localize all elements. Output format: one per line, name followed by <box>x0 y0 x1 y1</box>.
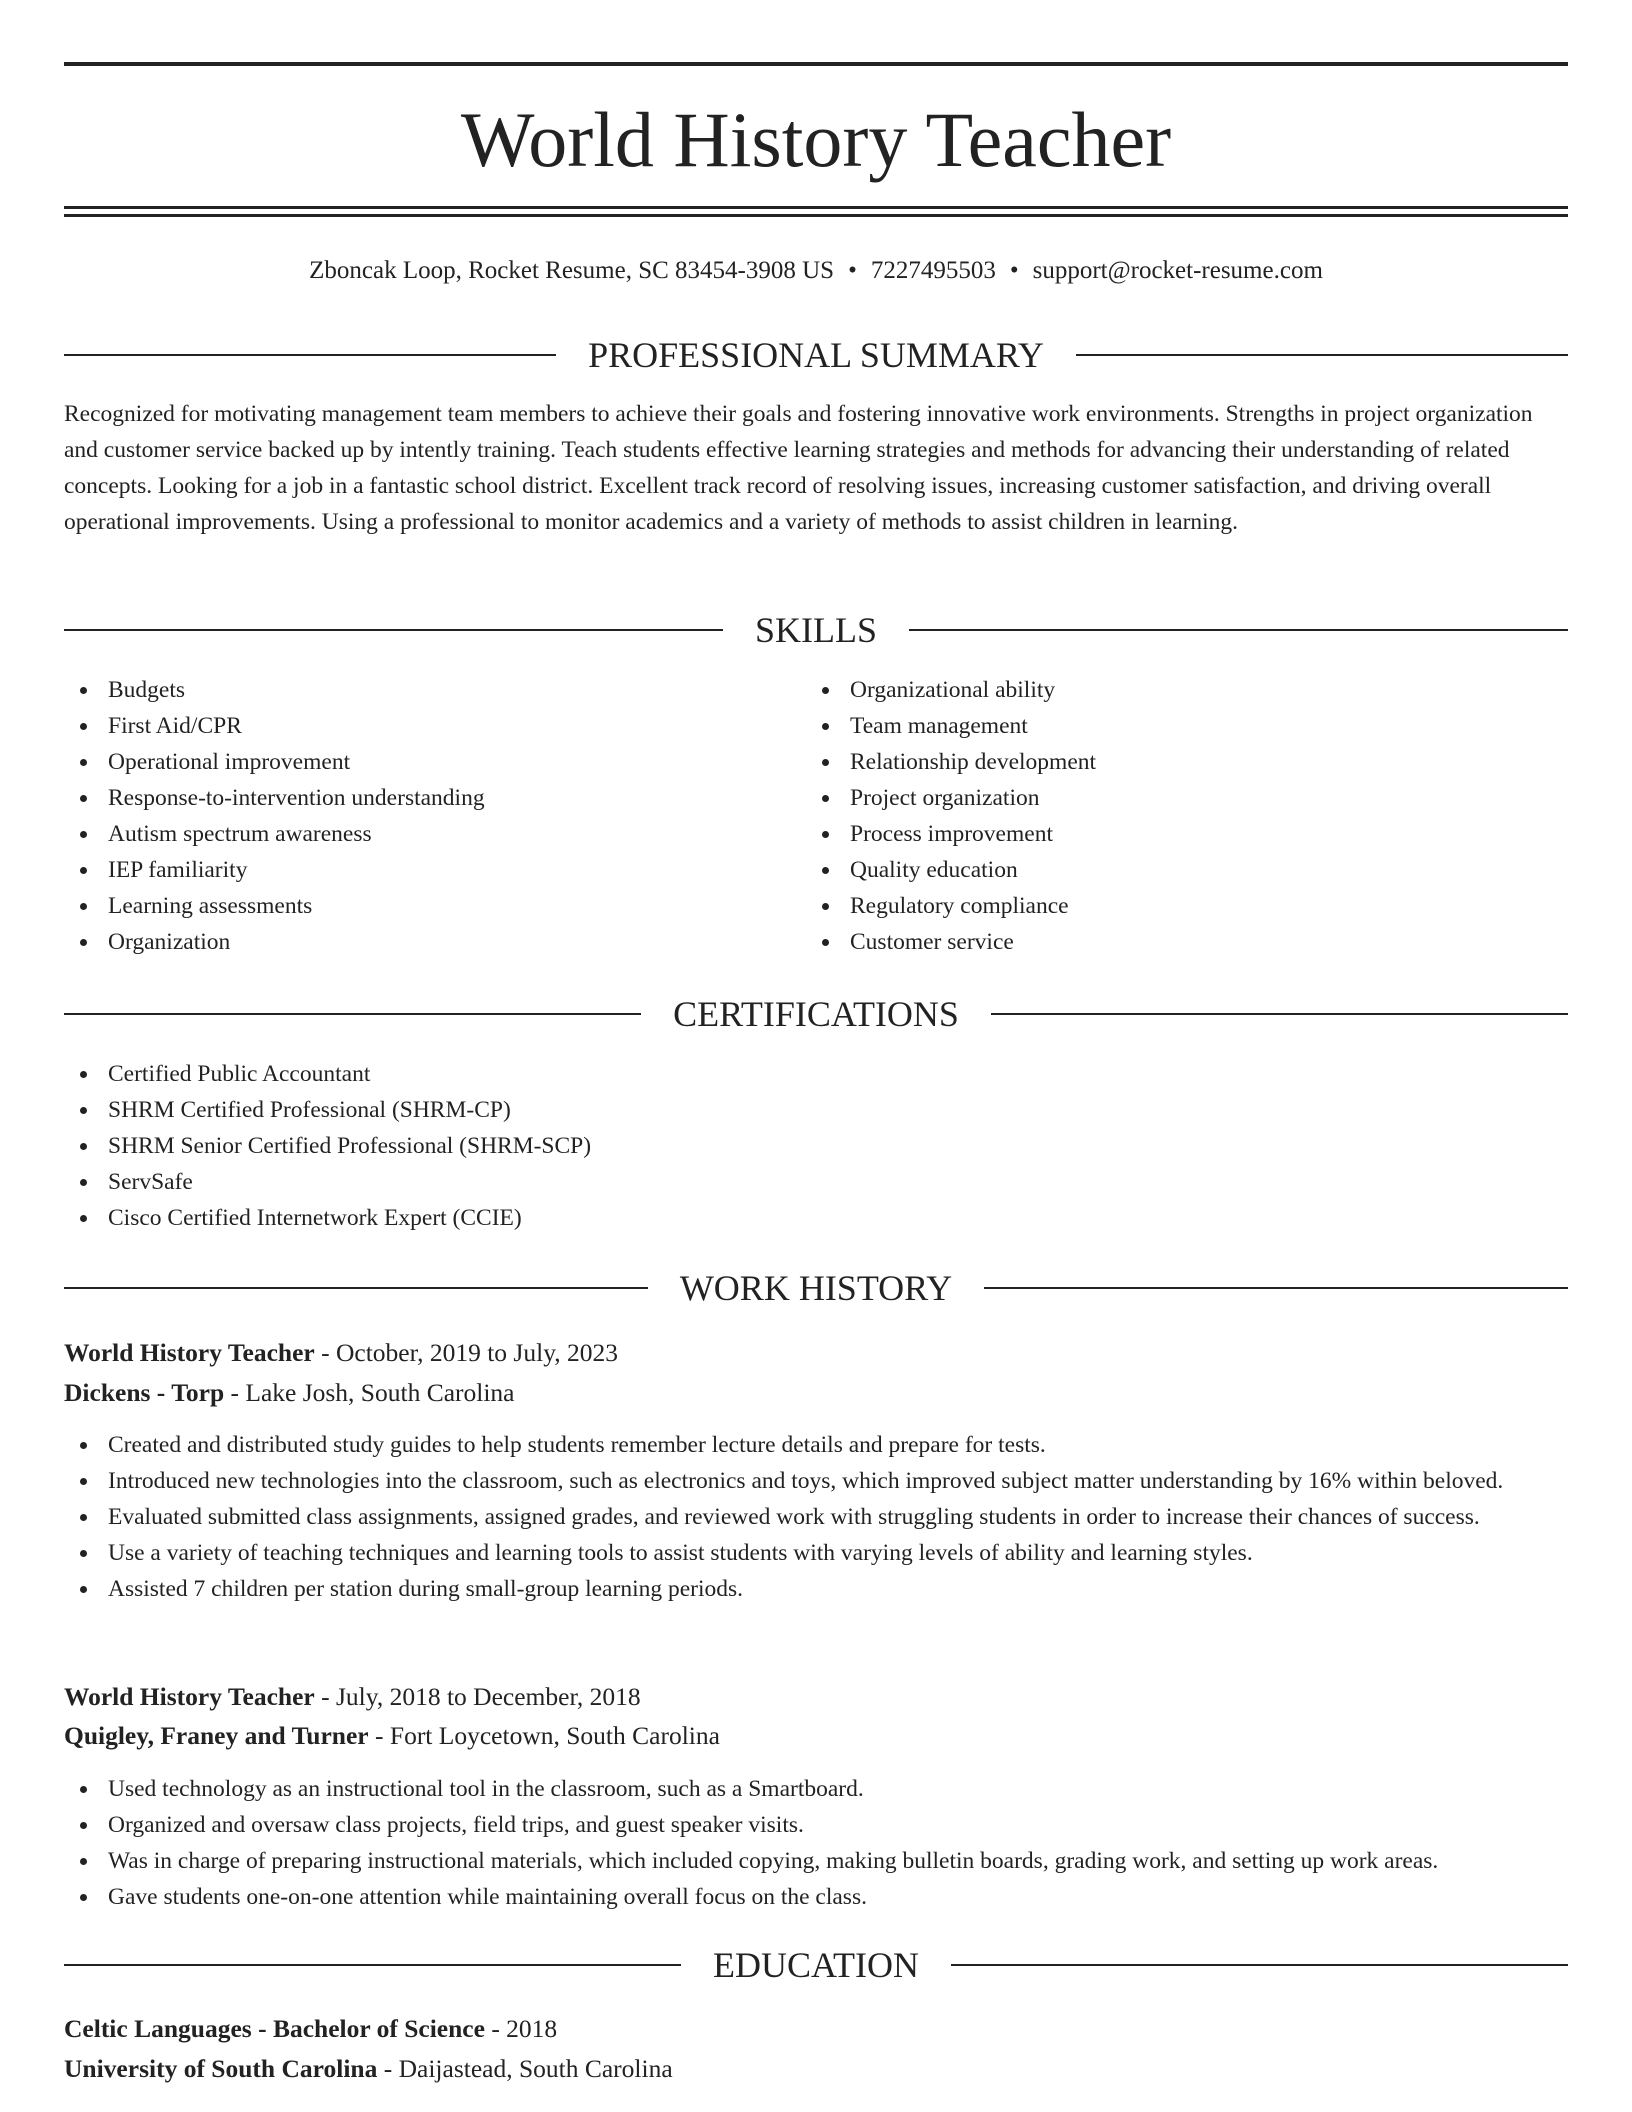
skill-item: Project organization <box>806 780 1506 816</box>
top-rule <box>64 62 1568 66</box>
job-bullet: Organized and oversaw class projects, field trips, and guest speaker visits. <box>64 1807 1568 1843</box>
section-title: CERTIFICATIONS <box>673 994 959 1034</box>
skill-item: Learning assessments <box>64 888 764 924</box>
section-header-skills <box>64 608 1568 652</box>
job-bullet: Use a variety of teaching techniques and learning tools to assist students with varying levels of ability and learning styles. <box>64 1535 1568 1571</box>
contact-address: Zboncak Loop, Rocket Resume, SC 83454-3908 US <box>309 257 835 284</box>
job-bullets <box>64 1427 1568 1607</box>
job-location: - Fort Loycetown, South Carolina <box>368 1721 720 1750</box>
job-title-line <box>64 1677 641 1717</box>
skill-item: Customer service <box>806 924 1506 960</box>
contact-email: support@rocket-resume.com <box>1032 257 1323 284</box>
section-title: SKILLS <box>755 610 878 650</box>
certification-item: ServSafe <box>64 1164 1568 1200</box>
education-school-line <box>64 2049 673 2089</box>
certification-item: Cisco Certified Internetwork Expert (CCIE) <box>64 1200 1568 1236</box>
skill-item: First Aid/CPR <box>64 708 764 744</box>
education-degree-line <box>64 2009 557 2049</box>
section-title: EDUCATION <box>713 1945 919 1985</box>
contact-separator: • <box>848 257 857 284</box>
skill-item: Process improvement <box>806 816 1506 852</box>
skill-item: Operational improvement <box>64 744 764 780</box>
job-bullet: Evaluated submitted class assignments, assigned grades, and reviewed work with struggling students in order to increase their chances of success. <box>64 1499 1568 1535</box>
job-title: World History Teacher <box>64 1682 315 1711</box>
certification-item: SHRM Certified Professional (SHRM-CP) <box>64 1092 1568 1128</box>
job-bullet: Created and distributed study guides to help students remember lecture details and prepare for tests. <box>64 1427 1568 1463</box>
skills-list-left <box>64 672 764 960</box>
education-degree: Celtic Languages - Bachelor of Science <box>64 2014 485 2043</box>
job-company: Dickens - Torp <box>64 1378 225 1407</box>
education-school: University of South Carolina <box>64 2054 378 2083</box>
certification-item: Certified Public Accountant <box>64 1056 1568 1092</box>
job-bullet: Assisted 7 children per station during small-group learning periods. <box>64 1571 1568 1607</box>
section-title: PROFESSIONAL SUMMARY <box>588 335 1044 375</box>
contact-phone: 7227495503 <box>870 257 996 284</box>
job-company-line <box>64 1716 720 1756</box>
job-company-line <box>64 1373 515 1413</box>
section-header-certifications <box>64 992 1568 1036</box>
skill-item: Organizational ability <box>806 672 1506 708</box>
summary-text: Recognized for motivating management team members to achieve their goals and fostering innovative work environments. Strengths in project organization and customer service backed up by intently training. Teach students effective learning strategies and methods for advancing their understanding of related concepts. Looking for a job in a fantastic school district. Excellent track record of resolving issues, increasing customer satisfaction, and driving overall operational improvements. Using a professional to monitor academics and a variety of methods to assist children in learning. <box>64 401 1533 535</box>
skill-item: Quality education <box>806 852 1506 888</box>
title-rule-lower <box>64 214 1568 217</box>
skills-list-right <box>806 672 1506 960</box>
section-header-work-history <box>64 1266 1568 1310</box>
skill-item: Relationship development <box>806 744 1506 780</box>
skill-item: Organization <box>64 924 764 960</box>
skill-item: Regulatory compliance <box>806 888 1506 924</box>
skill-item: Autism spectrum awareness <box>64 816 764 852</box>
job-bullets <box>64 1771 1568 1915</box>
job-bullet: Was in charge of preparing instructional materials, which included copying, making bulletin boards, grading work, and setting up work areas. <box>64 1843 1568 1879</box>
title-rule-upper <box>64 206 1568 209</box>
section-header-summary <box>64 333 1568 377</box>
education-year: - 2018 <box>484 2014 558 2043</box>
job-dates: - October, 2019 to July, 2023 <box>314 1338 619 1367</box>
section-title: WORK HISTORY <box>679 1268 953 1308</box>
job-title: World History Teacher <box>64 1338 315 1367</box>
job-company: Quigley, Franey and Turner <box>64 1721 369 1750</box>
skill-item: IEP familiarity <box>64 852 764 888</box>
certification-item: SHRM Senior Certified Professional (SHRM-SCP) <box>64 1128 1568 1164</box>
job-location: - Lake Josh, South Carolina <box>224 1378 515 1407</box>
certifications-list <box>64 1056 1568 1236</box>
job-bullet: Used technology as an instructional tool in the classroom, such as a Smartboard. <box>64 1771 1568 1807</box>
job-bullet: Gave students one-on-one attention while maintaining overall focus on the class. <box>64 1879 1568 1915</box>
job-dates: - July, 2018 to December, 2018 <box>314 1682 641 1711</box>
section-header-education <box>64 1943 1568 1987</box>
contact-line <box>0 254 1632 288</box>
job-title-line <box>64 1333 618 1373</box>
skill-item: Budgets <box>64 672 764 708</box>
job-bullet: Introduced new technologies into the classroom, such as electronics and toys, which improved subject matter understanding by 16% within beloved. <box>64 1463 1568 1499</box>
resume-title: World History Teacher <box>460 96 1172 183</box>
contact-separator: • <box>1009 257 1019 284</box>
skill-item: Team management <box>806 708 1506 744</box>
education-location: - Daijastead, South Carolina <box>377 2054 673 2083</box>
skill-item: Response-to-intervention understanding <box>64 780 764 816</box>
